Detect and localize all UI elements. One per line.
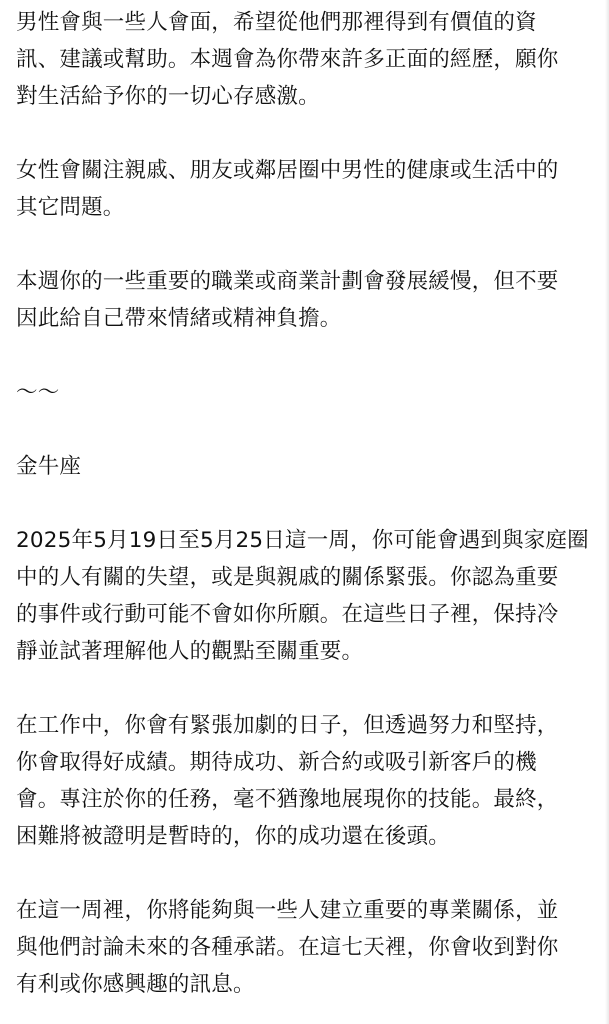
paragraph-weekly-overview: 2025年5月19日至5月25日這一周，你可能會遇到與家庭圈 中的人有關的失望，或是與親戚的關係緊張。你認為重要 的事件或行動可能不會如你所願。在這些日子裡，保持冷 靜並試著理解他人的觀點至關重要。 <box>16 528 589 664</box>
paragraph-gap <box>16 855 599 892</box>
paragraph-work: 在工作中，你會有緊張加劇的日子，但透過努力和堅持， 你會取得好成績。期待成功、新合約或吸引新客戶的機 會。專注於你的任務，毫不猶豫地展現你的技能。最終， 困難將被證明是暫時的，你的成功還在後頭。 <box>16 713 559 849</box>
article-body <box>16 4 599 1003</box>
paragraph-gap <box>16 485 599 522</box>
paragraph-men-meeting: 男性會與一些人會面，希望從他們那裡得到有價值的資 訊、建議或幫助。本週會為你帶來許多正面的經歷，願你 對生活給予你的一切心存感激。 <box>16 10 559 109</box>
paragraph-gap <box>16 226 599 263</box>
paragraph-professional-relations: 在這一周裡，你將能夠與一些人建立重要的專業關係，並 與他們討論未來的各種承諾。在這七天裡，你會收到對你 有利或你感興趣的訊息。 <box>16 898 559 997</box>
section-separator: ～～ <box>16 380 60 405</box>
paragraph-gap <box>16 670 599 707</box>
paragraph-gap <box>16 411 599 448</box>
paragraph-gap <box>16 115 599 152</box>
section-heading-taurus: 金牛座 <box>16 454 82 479</box>
paragraph-career-plans: 本週你的一些重要的職業或商業計劃會發展緩慢，但不要 因此給自己帶來情緒或精神負擔。 <box>16 269 559 331</box>
paragraph-women-relatives: 女性會關注親戚、朋友或鄰居圈中男性的健康或生活中的 其它問題。 <box>16 158 559 220</box>
scroll-edge <box>605 0 609 1024</box>
paragraph-gap <box>16 337 599 374</box>
